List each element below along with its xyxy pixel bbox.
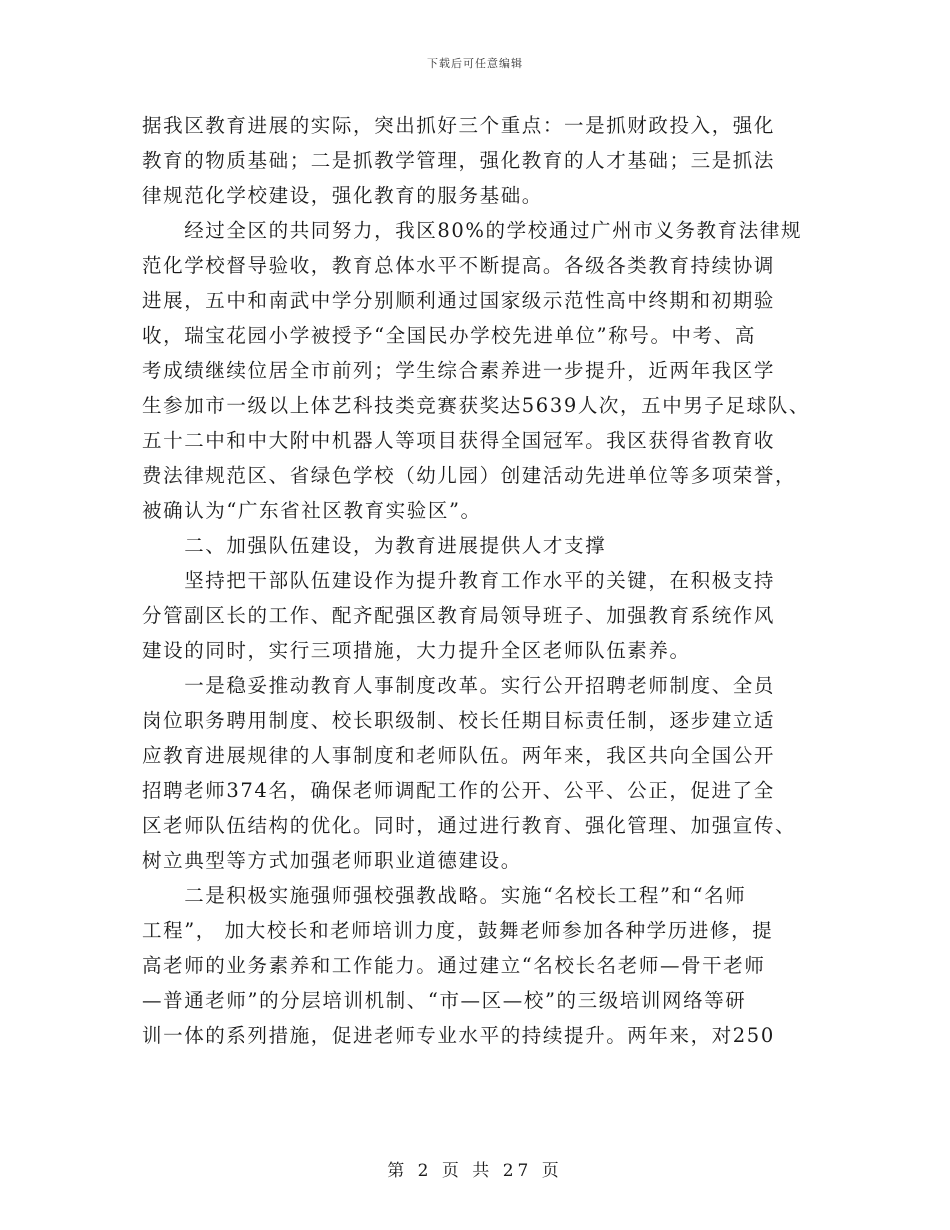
text-line: 范化学校督导验收，教育总体水平不断提高。各级各类教育持续协调 xyxy=(142,254,776,277)
text-line: 分管副区长的工作、配齐配强区教育局领导班子、加强教育系统作风 xyxy=(142,604,776,627)
text-line: 五十二中和中大附中机器人等项目获得全国冠军。我区获得省教育收 xyxy=(142,429,776,452)
text-line: 树立典型等方式加强老师职业道德建设。 xyxy=(142,849,522,872)
text-line: 建设的同时，实行三项措施，大力提升全区老师队伍素养。 xyxy=(142,639,691,662)
text-line: 据我区教育进展的实际，突出抓好三个重点：一是抓财政投入，强化 xyxy=(142,114,776,137)
text-line: 教育的物质基础；二是抓教学管理，强化教育的人才基础；三是抓法 xyxy=(142,149,776,172)
text-line: 岗位职务聘用制度、校长职级制、校长任期目标责任制，逐步建立适 xyxy=(142,709,776,732)
text-line: 进展，五中和南武中学分别顺利通过国家级示范性高中终期和初期验 xyxy=(142,289,776,312)
text-line: 生参加市一级以上体艺科技类竞赛获奖达5639人次，五中男子足球队、 xyxy=(142,394,810,417)
text-line: 招聘老师374名，确保老师调配工作的公开、公平、公正，促进了全 xyxy=(142,779,775,802)
page-footer: 第 2 页 共 27 页 xyxy=(387,1161,563,1181)
text-line: 坚持把干部队伍建设作为提升教育工作水平的关键，在积极支持 xyxy=(142,569,776,592)
text-line: 费法律规范区、省绿色学校（幼儿园）创建活动先进单位等多项荣誉， xyxy=(142,464,797,487)
text-line: 律规范化学校建设，强化教育的服务基础。 xyxy=(142,184,543,207)
text-line: 高老师的业务素养和工作能力。通过建立“名校长名老师—骨干老师 xyxy=(142,954,766,977)
section-heading: 二、加强队伍建设，为教育进展提供人才支撑 xyxy=(142,534,607,557)
text-line: 应教育进展规律的人事制度和老师队伍。两年来，我区共向全国公开 xyxy=(142,744,776,767)
text-line: 考成绩继续位居全市前列；学生综合素养进一步提升，近两年我区学 xyxy=(142,359,776,382)
page-header: 下载后可任意编辑 xyxy=(427,57,523,70)
text-line: 经过全区的共同努力，我区80%的学校通过广州市义务教育法律规 xyxy=(142,219,803,242)
text-line: 训一体的系列措施，促进老师专业水平的持续提升。两年来，对250 xyxy=(142,1024,775,1047)
text-line: 区老师队伍结构的优化。同时，通过进行教育、强化管理、加强宣传、 xyxy=(142,814,797,837)
body-text xyxy=(142,108,812,1053)
text-line: 二是积极实施强师强校强教战略。实施“名校长工程”和“名师 xyxy=(142,884,747,907)
text-line: 被确认为“广东省社区教育实验区”。 xyxy=(142,499,482,522)
text-line: 收，瑞宝花园小学被授予“全国民办学校先进单位”称号。中考、高 xyxy=(142,324,756,347)
text-line: 一是稳妥推动教育人事制度改革。实行公开招聘老师制度、全员 xyxy=(142,674,776,697)
text-line: —普通老师”的分层培训机制、“市—区—校”的三级培训网络等研 xyxy=(142,989,747,1012)
text-line: 工程”， 加大校长和老师培训力度，鼓舞老师参加各种学历进修，提 xyxy=(142,919,774,942)
